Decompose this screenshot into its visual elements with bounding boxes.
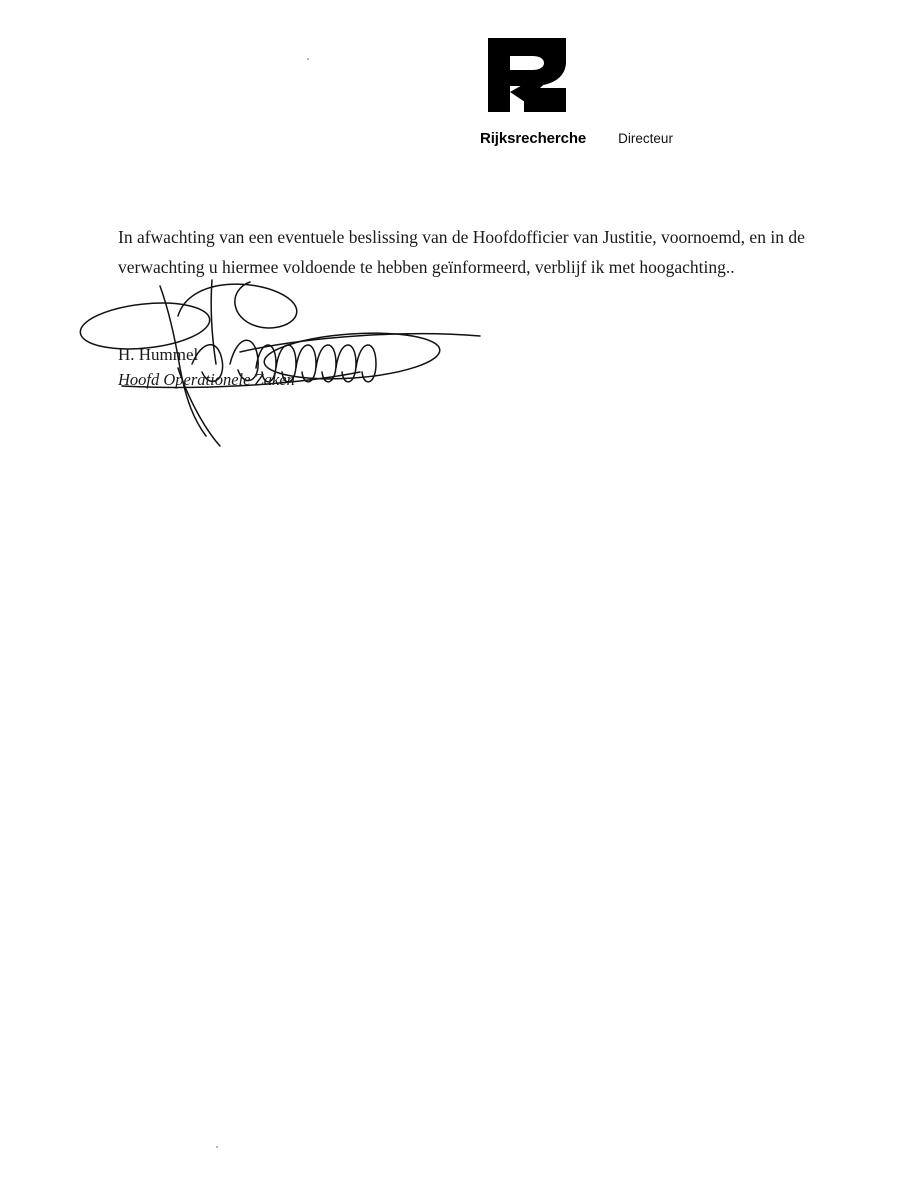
rijksrecherche-logo-icon <box>480 36 820 114</box>
body-paragraph-block <box>118 222 824 282</box>
letterhead <box>480 36 820 147</box>
scan-speck <box>216 1146 218 1148</box>
closing-paragraph: In afwachting van een eventuele beslissing van de Hoofdofficier van Justitie, voornoemd, en in de verwachting u hiermee voldoende te hebben geïnformeerd, verblijf ik met hoogachting.. <box>118 227 805 277</box>
scan-speck <box>307 58 309 60</box>
letterhead-text-row <box>480 130 820 147</box>
signer-name: H. Hummel <box>118 345 199 364</box>
role-label: Directeur <box>618 131 673 146</box>
signer-title: Hoofd Operationele Zaken <box>118 370 295 389</box>
organization-name: Rijksrecherche <box>480 130 587 147</box>
